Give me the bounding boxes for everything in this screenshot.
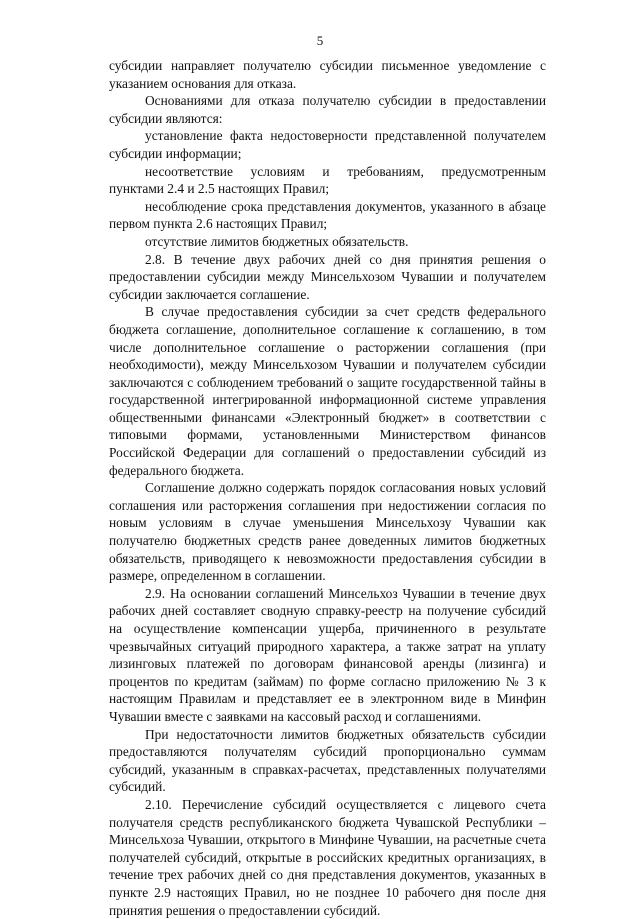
paragraph: несоответствие условиям и требованиям, предусмотренным пунктами 2.4 и 2.5 настоящих Правил; (109, 163, 546, 197)
paragraph: 2.9. На основании соглашений Минсельхоз Чувашии в течение двух рабочих дней составляет сводную справку-реестр на получение субсидий на осуществление компенсации ущерба, причиненного в результате чрезвычайных ситуаций природного характера, а также затрат на уплату лизинговых платежей по договорам финансовой аренды (лизинга) и процентов по кредитам (займам) по форме согласно приложению № 3 к настоящим Правилам и представляет ее в электронном виде в Минфин Чувашии вместе с заявками на кассовый расход и соглашениями. (109, 585, 546, 724)
paragraph: отсутствие лимитов бюджетных обязательств. (145, 233, 409, 249)
paragraph: субсидии направляет получателю субсидии письменное уведомление с указанием основания для отказа. (109, 58, 546, 91)
paragraph: 2.8. В течение двух рабочих дней со дня принятия решения о предоставлении субсидии между Минсельхозом Чувашии и получателем субсидии заключается соглашение. (109, 251, 546, 302)
paragraph: В случае предоставления субсидии за счет средств федерального бюджета соглашение, дополнительное соглашение к соглашению, в том числе дополнительное соглашение о расторжении соглашения (при необходимости), между Минсельхозом Чувашии и получателем субсидии заключаются с соблюдением требований о защите государственной тайны в государственной интегрированной информационной системе управления общественными финансами «Электронный бюджет» в соответствии с типовыми формами, установленными Министерством финансов Российской Федерации для соглашений о предоставлении субсидий из федерального бюджета. (109, 304, 546, 478)
document-body (109, 57, 546, 919)
paragraph: Основаниями для отказа получателю субсидии в предоставлении субсидии являются: (109, 93, 546, 126)
paragraph: При недостаточности лимитов бюджетных обязательств субсидии предоставляются получателям субсидий пропорционально суммам субсидий, указанным в справках-расчетах, представленных получателями субсидий. (109, 726, 546, 795)
paragraph: 2.10. Перечисление субсидий осуществляется с лицевого счета получателя средств республиканского бюджета Чувашской Республики – Минсельхоза Чувашии, открытого в Минфине Чувашии, на расчетные счета получателей субсидий, открытые в российских кредитных организациях, в течение трех рабочих дней со дня представления документов, указанных в пункте 2.9 настоящих Правил, но не позднее 10 рабочего дня после дня принятия решения о предоставлении субсидий. (109, 796, 546, 918)
paragraph: Соглашение должно содержать порядок согласования новых условий соглашения или расторжения соглашения при недостижении согласия по новым условиям в случае уменьшения Минсельхозу Чувашии как получателю бюджетных средств ранее доведенных лимитов бюджетных обязательств, приводящего к невозможности предоставления субсидии в размере, определенном в соглашении. (109, 480, 546, 584)
paragraph: установление факта недостоверности представленной получателем субсидии информации; (109, 128, 546, 161)
page-number: 5 (316, 33, 324, 48)
paragraph: несоблюдение срока представления документов, указанного в абзаце первом пункта 2.6 настоящих Правил; (109, 198, 546, 232)
